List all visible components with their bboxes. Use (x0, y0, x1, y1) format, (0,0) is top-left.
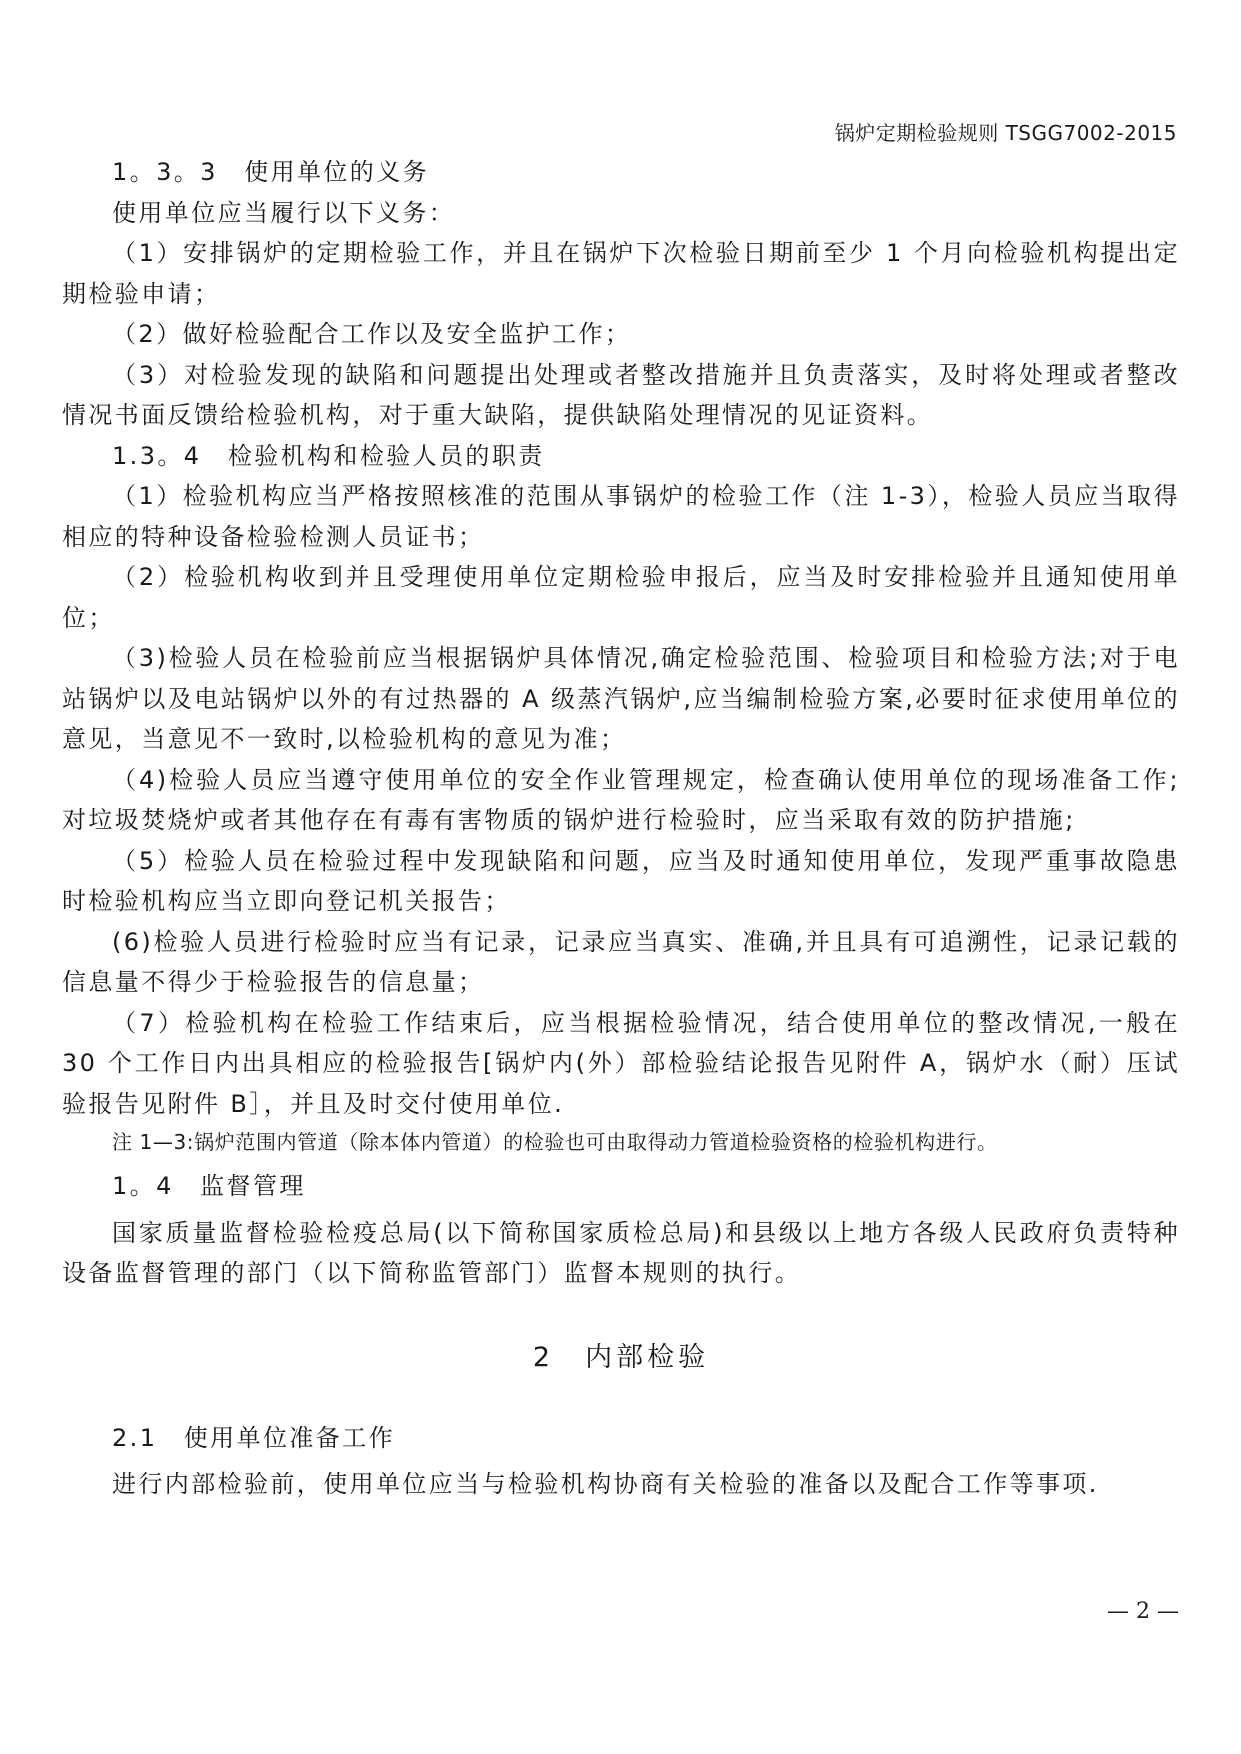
list-item: （1）检验机构应当严格按照核准的范围从事锅炉的检验工作（注 1-3），检验人员应当取得相应的特种设备检验检测人员证书； (62, 482, 1180, 551)
heading-2-1: 2.1 使用单位准备工作 (112, 1423, 395, 1452)
list-item: （2）做好检验配合工作以及安全监护工作； (112, 320, 632, 348)
paragraph: 进行内部检验前，使用单位应当与检验机构协商有关检验的准备以及配合工作等事项. (112, 1470, 1099, 1498)
list-item: （2）检验机构收到并且受理使用单位定期检验申报后，应当及时安排检验并且通知使用单位； (62, 563, 1180, 632)
list-item: （5）检验人员在检验过程中发现缺陷和问题，应当及时通知使用单位，发现严重事故隐患时检验机构应当立即向登记机关报告； (62, 846, 1180, 915)
paragraph: 国家质量监督检验检疫总局(以下简称国家质检总局)和县级以上地方各级人民政府负责特种设备监督管理的部门（以下简称监管部门）监督本规则的执行。 (62, 1218, 1180, 1287)
footnote: 注 1—3:锅炉范围内管道（除本体内管道）的检验也可由取得动力管道检验资格的检验机构进行。 (112, 1130, 998, 1154)
list-item: （1）安排锅炉的定期检验工作，并且在锅炉下次检验日期前至少 1 个月向检验机构提出定期检验申请； (62, 239, 1180, 308)
list-item: （3）对检验发现的缺陷和问题提出处理或者整改措施并且负责落实，及时将处理或者整改情况书面反馈给检验机构，对于重大缺陷，提供缺陷处理情况的见证资料。 (62, 360, 1180, 429)
heading-1-3-3: 1。3。3 使用单位的义务 (112, 158, 430, 186)
paragraph: 使用单位应当履行以下义务： (112, 198, 456, 227)
list-item: (6)检验人员进行检验时应当有记录，记录应当真实、准确,并且具有可追溯性，记录记载的信息量不得少于检验报告的信息量； (62, 927, 1180, 996)
running-header: 锅炉定期检验规则 TSGG7002-2015 (834, 121, 1177, 145)
page-body (62, 152, 1180, 1505)
heading-1-3-4: 1.3。4 检验机构和检验人员的职责 (112, 441, 545, 470)
section-title: 2 内部检验 (532, 1341, 710, 1373)
list-item: （7）检验机构在检验工作结束后，应当根据检验情况，结合使用单位的整改情况,一般在 30 个工作日内出具相应的检验报告[锅炉内(外）部检验结论报告见附件 A，锅炉水（耐）压试验报告见附件 B］，并且及时交付使用单位. (62, 1008, 1180, 1118)
list-item: （4)检验人员应当遵守使用单位的安全作业管理规定，检查确认使用单位的现场准备工作;对垃圾焚烧炉或者其他存在有毒有害物质的锅炉进行检验时，应当采取有效的防护措施; (62, 765, 1180, 834)
list-item: （3)检验人员在检验前应当根据锅炉具体情况,确定检验范围、检验项目和检验方法;对于电站锅炉以及电站锅炉以外的有过热器的 A 级蒸汽锅炉,应当编制检验方案,必要时征求使用单位的意见，当意见不一致时,以检验机构的意见为准； (62, 644, 1180, 753)
page-number: — 2 — (1107, 1599, 1179, 1624)
heading-1-4: 1。4 监督管理 (112, 1172, 306, 1200)
